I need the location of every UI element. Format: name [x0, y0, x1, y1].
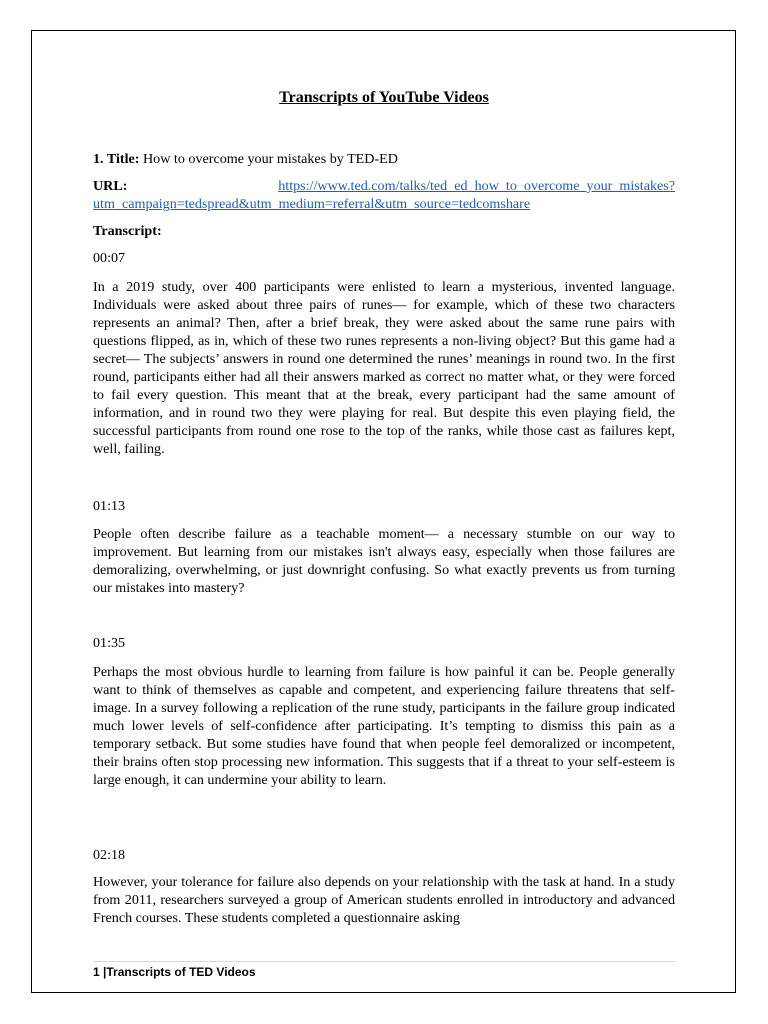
transcript-paragraph: However, your tolerance for failure also depends on your relationship with the task at hand. In a study from 2011, researchers surveyed a group of American students enrolled in introductory and advanced French courses. These students completed a questionnaire asking — [93, 874, 675, 926]
title-value: How to overcome your mistakes by TED-ED — [143, 151, 398, 167]
url-link-line2[interactable]: utm_campaign=tedspread&utm_medium=referral&utm_source=tedcomshare — [93, 196, 531, 212]
transcript-paragraph: People often describe failure as a teachable moment— a necessary stumble on our way to improvement. But learning from our mistakes isn't always easy, especially when those failures are demoralizing, overwhelming, or just downright confusing. So what exactly prevents us from turning our mistakes into mastery? — [93, 526, 675, 596]
page-number: 1 — [93, 965, 100, 979]
timestamp: 01:35 — [93, 635, 126, 651]
url-block — [93, 177, 675, 213]
transcript-label: Transcript: — [93, 223, 162, 239]
footer-separator: | — [103, 965, 107, 979]
transcript-paragraph: In a 2019 study, over 400 participants were enlisted to learn a mysterious, invented language. Individuals were asked about three pairs of runes— for example, which of these two characters represents an animal? Then, after a brief break, they were asked about the same rune pairs with questions flipped, as in, which of these two runes represents a non-living object? But this game had a secret— The subjects’ answers in round one determined the runes’ meanings in round two. In the first round, participants either had all their answers marked as correct no matter what, or they were forced to fail every question. This meant that at the break, every participant had the same amount of information, and in round two they were playing for real. But despite this even playing field, the successful participants from round one rose to the top of the ranks, while those cast as failures kept, well, failing. — [93, 279, 675, 457]
timestamp: 02:18 — [93, 847, 126, 863]
document-page — [93, 0, 675, 1024]
footer-text: Transcripts of TED Videos — [106, 965, 256, 979]
timestamp: 00:07 — [93, 250, 126, 266]
url-link-line1[interactable]: https://www.ted.com/talks/ted_ed_how_to_overcome_your_mistakes? — [278, 178, 675, 194]
title-label: 1. Title: — [93, 151, 140, 167]
document-title: Transcripts of YouTube Videos — [279, 89, 489, 106]
transcript-paragraph: Perhaps the most obvious hurdle to learning from failure is how painful it can be. People generally want to think of themselves as capable and competent, and experiencing failure threatens that self-image. In a survey following a replication of the rune study, participants in the failure group indicated much lower levels of self-confidence after participating. It’s tempting to dismiss this pain as a temporary setback. But some studies have found that when people feel demoralized or incompetent, their brains often stop processing new information. This suggests that if a threat to your self-esteem is large enough, it can undermine your ability to learn. — [93, 664, 675, 788]
footer-divider — [93, 961, 675, 962]
timestamp: 01:13 — [93, 498, 126, 514]
entry-title-line — [93, 150, 675, 168]
page-footer — [93, 964, 256, 980]
url-label: URL: — [93, 178, 128, 194]
